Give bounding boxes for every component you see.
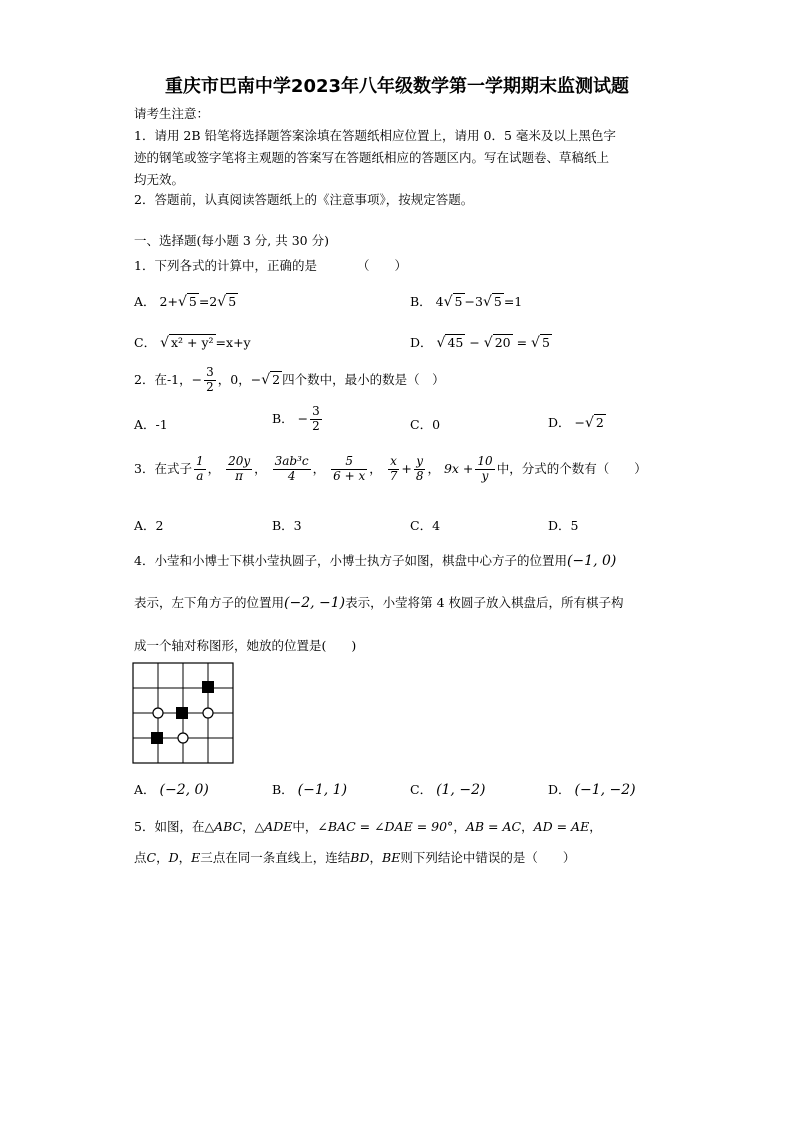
q1-option-c: C． √ x² + y² =x+y	[134, 335, 251, 351]
q4-line-1: 4．小莹和小博士下棋小莹执圆子，小博士执方子如图，棋盘中心方子的位置用(−1, 0)	[134, 553, 617, 569]
notice-heading: 请考生注意：	[134, 106, 210, 121]
q2-option-d: D． −√ 2	[548, 415, 604, 431]
round-piece	[178, 733, 188, 743]
q4-option-b: B． (−1, 1)	[272, 782, 348, 798]
q2-option-b: B． − $\frac{3}{2}$	[272, 404, 320, 433]
q1-option-d: D． √ 45 − √ 20 = √ 5	[410, 335, 550, 351]
q3-option-a: A．2	[134, 518, 164, 533]
notice-line-2: 迹的钢笔或签字笔将主观题的答案写在答题纸相应的答题区内。写在试题卷、草稿纸上	[134, 150, 610, 165]
round-piece	[153, 708, 163, 718]
notice-line-1: 1．请用 2B 铅笔将选择题答案涂填在答题纸相应位置上，请用 0．5 毫米及以上黑色字	[134, 128, 616, 143]
square-piece	[176, 707, 188, 719]
q3-option-d: D．5	[548, 518, 579, 533]
q4-option-a: A． (−2, 0)	[134, 782, 209, 798]
q4-line-2: 表示，左下角方子的位置用(−2, −1)表示，小莹将第 4 枚圆子放入棋盘后，所有棋子构	[134, 595, 624, 611]
q2-option-a: A．-1	[134, 417, 168, 432]
q1-stem: 1．下列各式的计算中，正确的是 （ ）	[134, 258, 407, 273]
q4-line-3: 成一个轴对称图形，她放的位置是( )	[134, 638, 357, 653]
page-title: 重庆市巴南中学2023年八年级数学第一学期期末监测试题	[164, 76, 630, 97]
square-piece	[151, 732, 163, 744]
round-piece	[203, 708, 213, 718]
notice-line-3: 均无效。	[134, 172, 185, 187]
q4-option-c: C． (1, −2)	[410, 782, 486, 798]
square-piece	[202, 681, 214, 693]
q3-option-b: B．3	[272, 518, 302, 533]
q5-line-2: 点C，D，E三点在同一条直线上，连结BD，BE则下列结论中错误的是（ ）	[134, 850, 576, 865]
notice-line-4: 2．答题前，认真阅读答题纸上的《注意事项》，按规定答题。	[134, 192, 474, 207]
q2-option-c: C．0	[410, 417, 441, 432]
section-heading: 一、选择题(每小题 3 分, 共 30 分)	[134, 233, 329, 248]
q3-option-c: C．4	[410, 518, 441, 533]
q3-stem: 3．在式子 $\frac{1}{a}$ ， $\frac{20y}{\pi}$ ， $\frac{\text{3ab³c}}{4}$ ， $\frac{5}{6 + x}$ ， $\frac{x}{7}$ + $\frac{y}{8}$ ， 9x + $\frac{10}{y}$ 中，分式的个数有（ ）	[134, 454, 647, 483]
q5-line-1: 5．如图，在△ABC，△ADE中，∠BAC = ∠DAE = 90°，AB = AC，AD = AE，	[134, 819, 602, 834]
q1-option-b: B． 4√ 5 −3√ 5 =1	[410, 294, 523, 310]
q2-stem: 2．在-1，− $\frac{3}{2}$ ，0，−√ 2 四个数中，最小的数是（ ）	[134, 365, 445, 394]
go-board-figure	[132, 662, 234, 764]
q1-option-a: A． 2+√ 5 =2√ 5	[134, 294, 237, 310]
q4-option-d: D． (−1, −2)	[548, 782, 636, 798]
